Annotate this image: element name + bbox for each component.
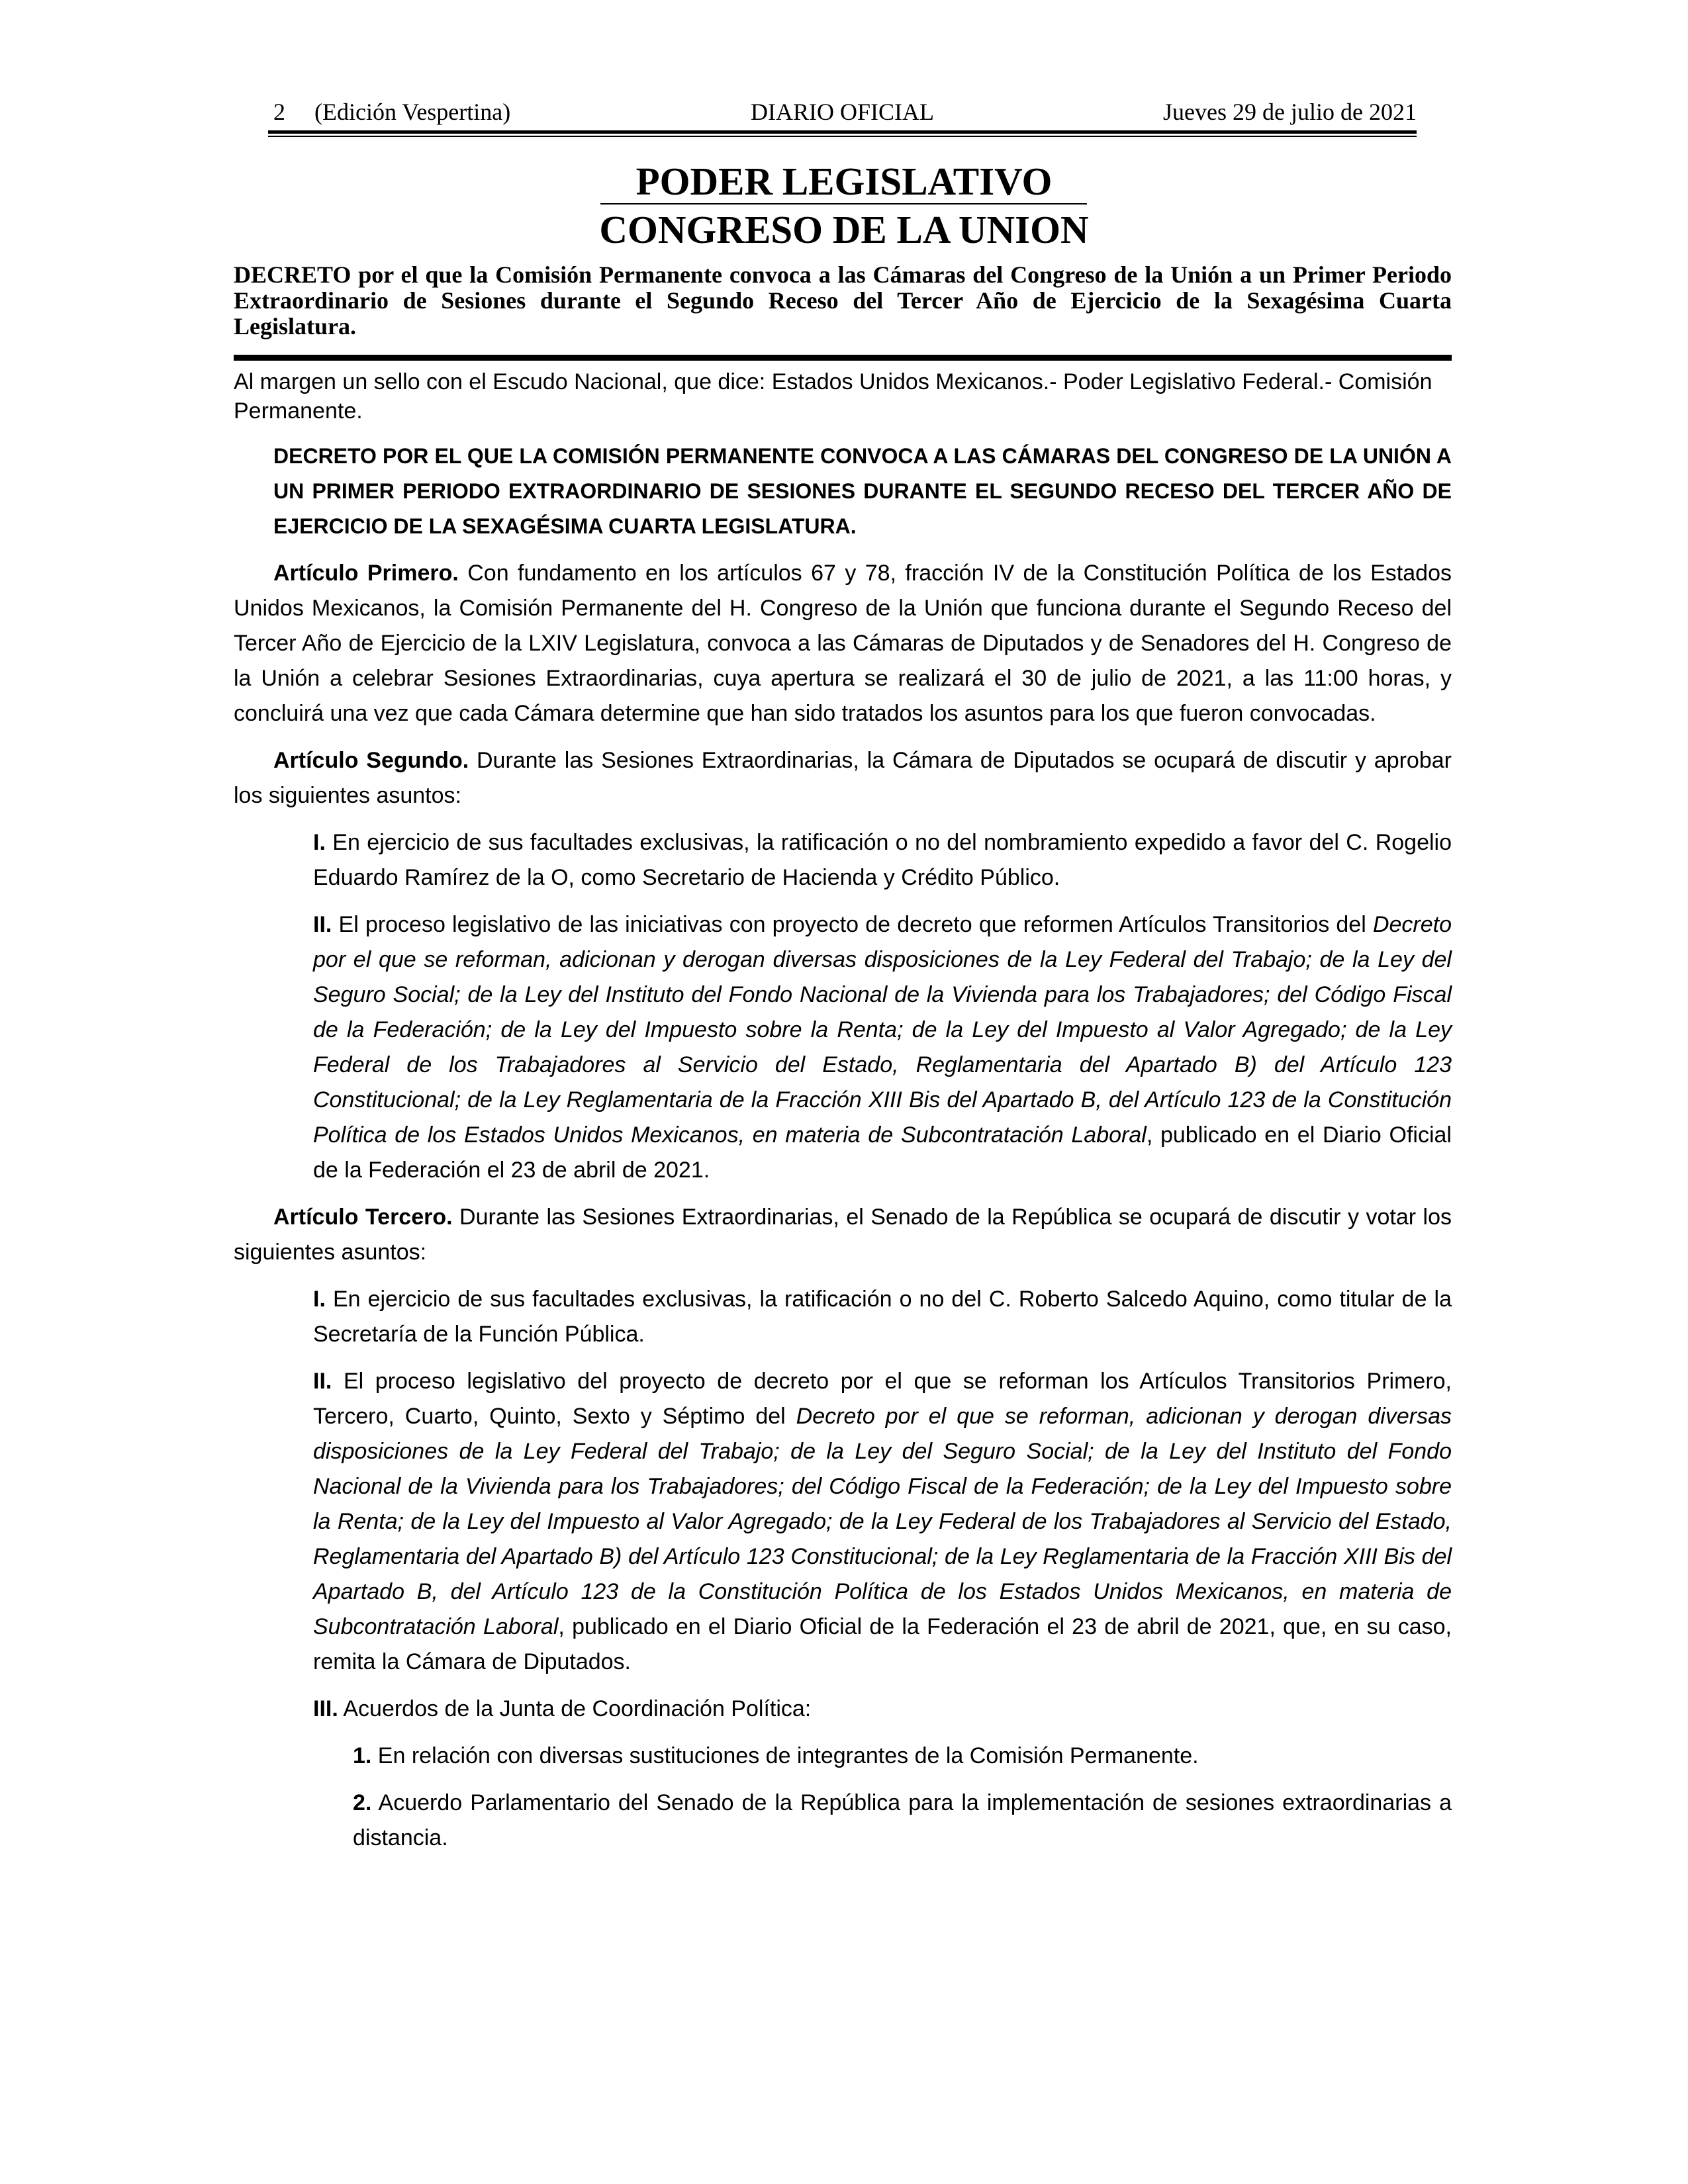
- decree-heading: [234, 262, 1452, 340]
- tercero-item-2-label: II.: [313, 1369, 332, 1394]
- decree-heading-rule: [234, 355, 1452, 361]
- tercero-item-3: [234, 1692, 1452, 1727]
- segundo-item-2-text-b: , publicado en el Diario Oficial de la Federación el 23 de abril de 2021.: [313, 1122, 1452, 1183]
- page-number: 2: [273, 99, 285, 125]
- tercero-item-3-sub-2-label: 2.: [353, 1790, 372, 1815]
- articulo-primero: [234, 556, 1452, 731]
- segundo-item-2-label: II.: [313, 912, 332, 937]
- tercero-item-3-sub-2: [234, 1786, 1452, 1856]
- articulo-primero-text: Con fundamento en los artículos 67 y 78, fracción IV de la Constitución Política de los Estados Unidos Mexicanos, la Comisión Permanente del H. Congreso de la Unión que funciona durante el Segundo Receso del Tercer Año de Ejercicio de la LXIV Legislatura, convoca a las Cámaras de Diputados y de Senadores del H. Congreso de la Unión a celebrar Sesiones Extraordinarias, cuya apertura se realizará el 30 de julio de 2021, a las 11:00 horas, y concluirá una vez que cada Cámara determine que han sido tratados los asuntos para los que fueron convocadas.: [234, 561, 1452, 726]
- margin-note: Al margen un sello con el Escudo Nacional, que dice: Estados Unidos Mexicanos.- Poder Legislativo Federal.- Comisión Permanente.: [234, 369, 1432, 424]
- segundo-item-1-label: I.: [313, 830, 326, 855]
- tercero-item-2-decree-title: Decreto por el que se reforman, adicionan y derogan diversas disposiciones de la Ley Federal del Trabajo; de la Ley del Seguro Social; de la Ley del Instituto del Fondo Nacional de la Vivienda para los Trabajadores; del Código Fiscal de la Federación; de la Ley del Impuesto sobre la Renta; de la Ley del Impuesto al Valor Agregado; de la Ley Federal de los Trabajadores al Servicio del Estado, Reglamentaria del Apartado B) del Artículo 123 Constitucional; de la Ley Reglamentaria de la Fracción XIII Bis del Apartado B, del Artículo 123 de la Constitución Política de los Estados Unidos Mexicanos, en materia de Subcontratación Laboral: [313, 1404, 1452, 1639]
- articulo-tercero-label: Artículo Tercero.: [273, 1205, 453, 1230]
- document-body: [234, 367, 1452, 1856]
- tercero-item-3-sub-1-label: 1.: [353, 1743, 372, 1768]
- tercero-item-3-sub-1-text: En relación con diversas sustituciones de integrantes de la Comisión Permanente.: [371, 1743, 1199, 1768]
- tercero-item-2-text-b: , publicado en el Diario Oficial de la Federación el 23 de abril de 2021, que, en su caso, remita la Cámara de Diputados.: [313, 1614, 1452, 1674]
- articulo-segundo-label: Artículo Segundo.: [273, 748, 469, 773]
- articulo-segundo: [234, 743, 1452, 813]
- running-header: [268, 93, 1417, 130]
- section-title-secondary: CONGRESO DE LA UNION: [599, 208, 1089, 251]
- header-rule-thin: [268, 136, 1417, 137]
- tercero-item-2-text-a: El proceso legislativo del proyecto de decreto por el que se reforman los Artículos Transitorios Primero, Tercero, Cuarto, Quinto, Sexto y Séptimo del: [313, 1369, 1452, 1429]
- decree-caps-title: DECRETO POR EL QUE LA COMISIÓN PERMANENTE CONVOCA A LAS CÁMARAS DEL CONGRESO DE LA UNIÓN A UN PRIMER PERIODO EXTRAORDINARIO DE SESIONES DURANTE EL SEGUNDO RECESO DEL TERCER AÑO DE EJERCICIO DE LA SEXAGÉSIMA CUARTA LEGISLATURA.: [273, 444, 1452, 538]
- segundo-item-2-decree-title: Decreto por el que se reforman, adicionan y derogan diversas disposiciones de la Ley Federal del Trabajo; de la Ley del Seguro Social; de la Ley del Instituto del Fondo Nacional de la Vivienda para los Trabajadores; del Código Fiscal de la Federación; de la Ley del Impuesto sobre la Renta; de la Ley del Impuesto al Valor Agregado; de la Ley Federal de los Trabajadores al Servicio del Estado, Reglamentaria del Apartado B) del Artículo 123 Constitucional; de la Ley Reglamentaria de la Fracción XIII Bis del Apartado B, del Artículo 123 de la Constitución Política de los Estados Unidos Mexicanos, en materia de Subcontratación Laboral: [313, 912, 1452, 1148]
- decree-heading-label: DECRETO: [234, 261, 352, 288]
- header-rule-thick: [268, 130, 1417, 134]
- section-title-primary: PODER LEGISLATIVO: [635, 159, 1053, 203]
- decree-heading-text: por el que la Comisión Permanente convoca a las Cámaras del Congreso de la Unión a un Primer Periodo Extraordinario de Sesiones durante el Segundo Receso del Tercer Año de Ejercicio de la Sexagésima Cuarta Legislatura.: [234, 261, 1452, 340]
- publication-date: Jueves 29 de julio de 2021: [1163, 99, 1417, 125]
- articulo-segundo-text: Durante las Sesiones Extraordinarias, la Cámara de Diputados se ocupará de discutir y aprobar los siguientes asuntos:: [234, 748, 1452, 808]
- tercero-item-2: [234, 1364, 1452, 1680]
- tercero-item-1-label: I.: [313, 1287, 326, 1312]
- articulo-primero-label: Artículo Primero.: [273, 561, 459, 586]
- edition-label: (Edición Vespertina): [314, 99, 511, 125]
- tercero-item-3-label: III.: [313, 1696, 338, 1721]
- articulo-tercero-text: Durante las Sesiones Extraordinarias, el Senado de la República se ocupará de discutir y votar los siguientes asuntos:: [234, 1205, 1452, 1265]
- tercero-item-3-sub-1: [234, 1739, 1452, 1774]
- section-title-rule: [600, 203, 1087, 205]
- segundo-item-1: [234, 825, 1452, 895]
- tercero-item-1-text: En ejercicio de sus facultades exclusivas, la ratificación o no del C. Roberto Salcedo Aquino, como titular de la Secretaría de la Función Pública.: [313, 1287, 1452, 1347]
- tercero-item-1: [234, 1282, 1452, 1352]
- tercero-item-3-text: Acuerdos de la Junta de Coordinación Política:: [338, 1696, 812, 1721]
- articulo-tercero: [234, 1200, 1452, 1270]
- tercero-item-3-sub-2-text: Acuerdo Parlamentario del Senado de la República para la implementación de sesiones extraordinarias a distancia.: [353, 1790, 1452, 1850]
- segundo-item-1-text: En ejercicio de sus facultades exclusivas, la ratificación o no del nombramiento expedido a favor del C. Rogelio Eduardo Ramírez de la O, como Secretario de Hacienda y Crédito Público.: [313, 830, 1452, 890]
- segundo-item-2: [234, 907, 1452, 1188]
- segundo-item-2-text-a: El proceso legislativo de las iniciativas con proyecto de decreto que reformen Artículos Transitorios del: [332, 912, 1373, 937]
- publication-name: DIARIO OFICIAL: [751, 99, 934, 125]
